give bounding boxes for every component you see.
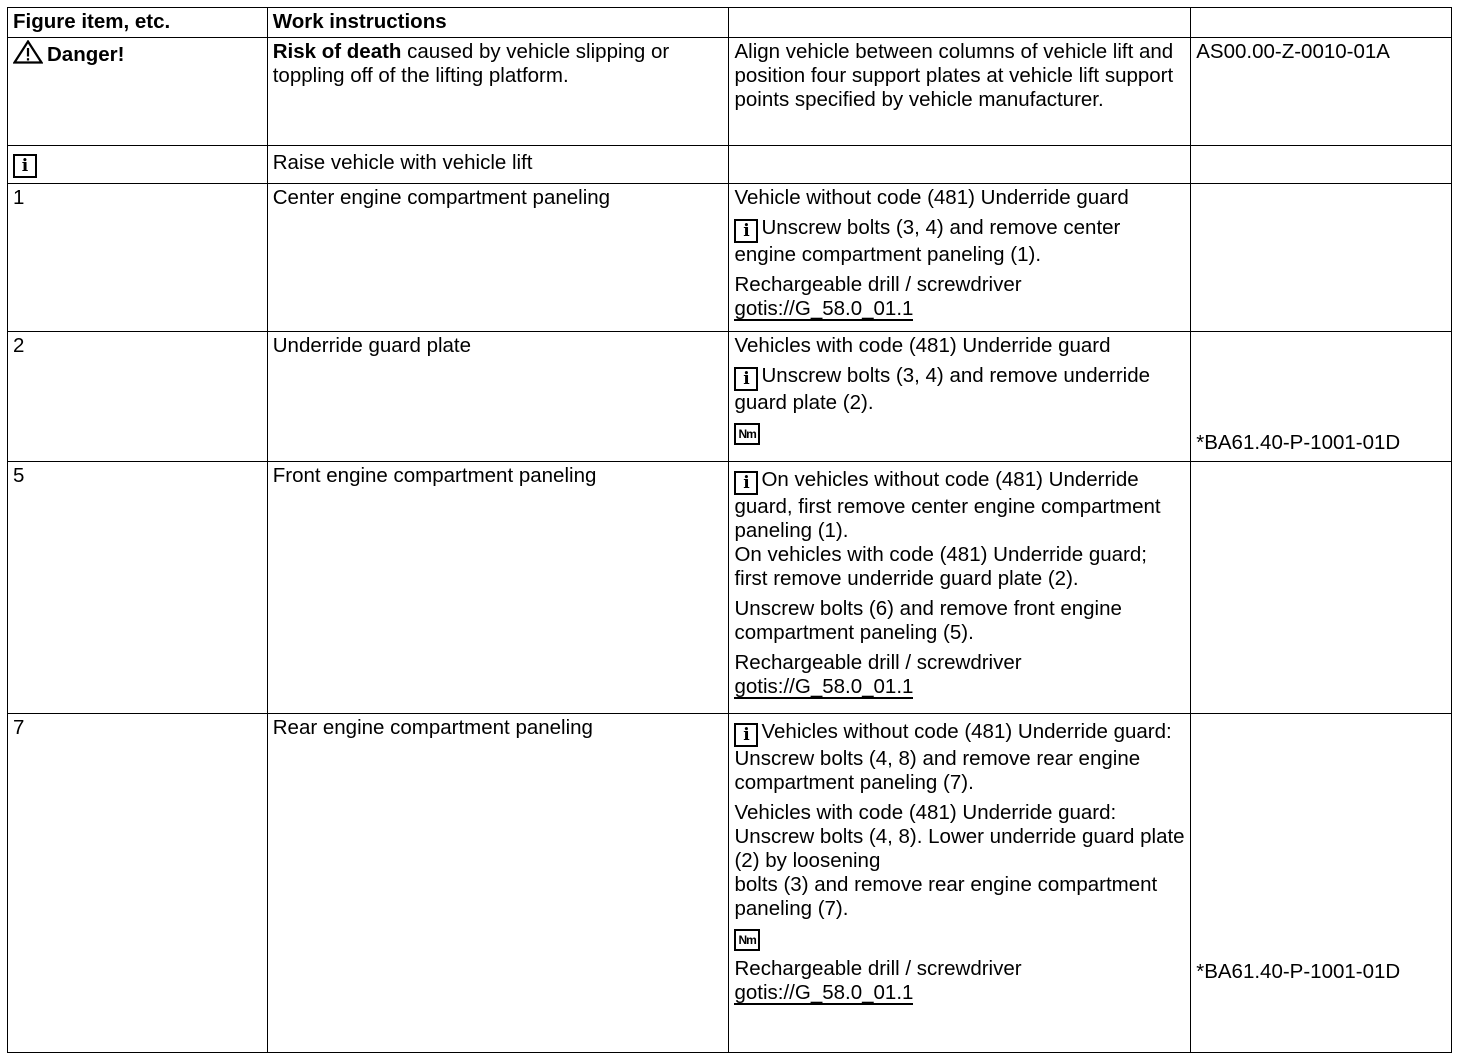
- detail-step: Unscrew bolts (4, 8) and remove rear engine compartment paneling (7).: [734, 747, 1141, 794]
- detail-step: On vehicles with code (481) Underride guard; first remove underride guard plate (2).: [734, 543, 1147, 590]
- item-number: 5: [8, 462, 268, 714]
- work-instructions-table: [7, 7, 1452, 1053]
- detail-condition: Vehicles with code (481) Underride guard: [734, 334, 1111, 357]
- table-row: [8, 714, 1452, 1053]
- table-row: [8, 184, 1452, 332]
- info-icon[interactable]: i: [734, 471, 758, 495]
- item-instruction: Front engine compartment paneling: [267, 462, 729, 714]
- raise-instruction: Raise vehicle with vehicle lift: [267, 146, 729, 184]
- risk-of-death-label: Risk of death: [272, 40, 402, 63]
- tool-link[interactable]: gotis://G_58.0_01.1: [734, 981, 914, 1004]
- tool-link[interactable]: gotis://G_58.0_01.1: [734, 297, 914, 320]
- item-detail: [729, 184, 1191, 332]
- tool-name: Rechargeable drill / screwdriver: [734, 273, 1022, 296]
- item-detail: [729, 714, 1191, 1053]
- ref-code: *BA61.40-P-1001-01D: [1196, 960, 1401, 983]
- warning-triangle-icon: [13, 40, 43, 70]
- detail-condition: Vehicle without code (481) Underride guard: [734, 186, 1129, 209]
- item-detail: [729, 332, 1191, 462]
- header-col4: [1191, 8, 1452, 38]
- torque-icon[interactable]: Nm: [734, 423, 759, 445]
- item-instruction: Underride guard plate: [267, 332, 729, 462]
- danger-ref: AS00.00-Z-0010-01A: [1191, 38, 1452, 146]
- tool-name: Rechargeable drill / screwdriver: [734, 957, 1022, 980]
- tool-link[interactable]: gotis://G_58.0_01.1: [734, 675, 914, 698]
- detail-step: Vehicles with code (481) Underride guard: Unscrew bolts (4, 8). Lower underride guard plate (2) by loosening: [734, 801, 1185, 872]
- table-row: [8, 462, 1452, 714]
- danger-cell: [8, 38, 268, 146]
- table-header-row: [8, 8, 1452, 38]
- risk-description: caused by vehicle slipping or toppling off of the lifting platform.: [272, 40, 670, 87]
- detail-step: bolts (3) and remove rear engine compartment paneling (7).: [734, 873, 1158, 920]
- raise-detail-empty: [729, 146, 1191, 184]
- danger-instruction: [267, 38, 729, 146]
- info-icon[interactable]: i: [734, 367, 758, 391]
- item-instruction: Center engine compartment paneling: [267, 184, 729, 332]
- header-figure-item: Figure item, etc.: [8, 8, 268, 38]
- item-number: 2: [8, 332, 268, 462]
- item-number: 7: [8, 714, 268, 1053]
- torque-icon[interactable]: Nm: [734, 929, 759, 951]
- table-row: [8, 146, 1452, 184]
- item-number: 1: [8, 184, 268, 332]
- item-detail: [729, 462, 1191, 714]
- ref-code: *BA61.40-P-1001-01D: [1196, 431, 1401, 454]
- item-ref: [1191, 714, 1452, 1053]
- tool-name: Rechargeable drill / screwdriver: [734, 651, 1022, 674]
- detail-condition: i Vehicles without code (481) Underride guard:: [734, 720, 1185, 747]
- detail-step: i On vehicles without code (481) Underride guard, first remove center engine compartment paneling (1).: [734, 468, 1161, 542]
- item-instruction: Rear engine compartment paneling: [267, 714, 729, 1053]
- detail-step: i Unscrew bolts (3, 4) and remove underride guard plate (2).: [734, 364, 1151, 414]
- item-ref-empty: [1191, 462, 1452, 714]
- header-work-instructions: Work instructions: [267, 8, 729, 38]
- detail-step: Unscrew bolts (6) and remove front engine compartment paneling (5).: [734, 597, 1122, 644]
- info-icon[interactable]: i: [734, 723, 758, 747]
- danger-label: Danger!: [47, 43, 125, 66]
- info-icon[interactable]: i: [734, 219, 758, 243]
- table-row: [8, 38, 1452, 146]
- item-ref: [1191, 332, 1452, 462]
- danger-detail: Align vehicle between columns of vehicle lift and position four support plates at vehicle lift support points specified by vehicle manufacturer.: [729, 38, 1191, 146]
- table-row: [8, 332, 1452, 462]
- header-col3: [729, 8, 1191, 38]
- detail-step: i Unscrew bolts (3, 4) and remove center engine compartment paneling (1).: [734, 216, 1121, 266]
- item-ref-empty: [1191, 184, 1452, 332]
- info-icon[interactable]: i: [13, 154, 37, 178]
- raise-ref-empty: [1191, 146, 1452, 184]
- raise-info-cell: [8, 146, 268, 184]
